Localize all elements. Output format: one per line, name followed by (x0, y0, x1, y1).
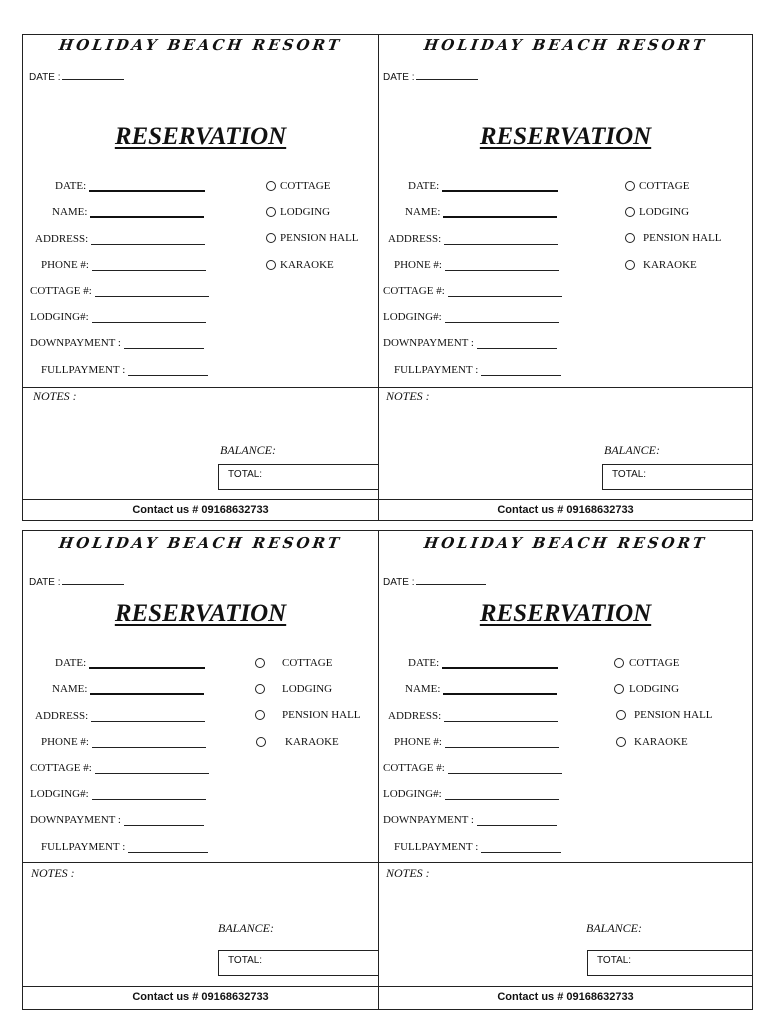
date-field[interactable] (408, 655, 558, 669)
divider (379, 499, 752, 500)
cottage-number-field[interactable] (30, 283, 209, 297)
lodging-number-field[interactable] (383, 786, 559, 800)
notes-label: NOTES : (33, 389, 77, 403)
phone-field[interactable] (41, 257, 206, 271)
radio-circle-icon[interactable] (255, 684, 265, 694)
option-cottage[interactable] (625, 179, 689, 193)
option-label: LODGING (639, 206, 690, 218)
option-label: COTTAGE (280, 180, 331, 192)
reservation-form-top-left (22, 34, 379, 521)
cottage-number-label: COTTAGE #: (30, 285, 92, 297)
contact-text: Contact us # 09168632733 (132, 504, 269, 516)
fullpayment-label: FULLPAYMENT : (394, 841, 479, 853)
option-label: LODGING (282, 683, 333, 695)
phone-label: PHONE #: (41, 736, 89, 748)
form-title: RESERVATION (479, 123, 652, 150)
name-label: NAME: (405, 206, 441, 218)
divider (379, 986, 752, 987)
option-lodging[interactable] (255, 682, 332, 696)
date-field[interactable] (55, 178, 205, 192)
fullpayment-field[interactable] (41, 362, 208, 376)
option-label: KARAOKE (634, 736, 688, 748)
total-label: TOTAL: (228, 469, 263, 480)
fullpayment-label: FULLPAYMENT : (394, 364, 479, 376)
address-field[interactable] (35, 708, 205, 722)
option-lodging[interactable] (614, 682, 679, 696)
radio-circle-icon[interactable] (625, 260, 635, 270)
resort-name: HOLIDAY BEACH RESORT (422, 36, 709, 54)
radio-circle-icon[interactable] (255, 710, 265, 720)
divider (23, 499, 378, 500)
address-field[interactable] (388, 708, 558, 722)
divider (379, 387, 752, 388)
radio-circle-icon[interactable] (266, 233, 276, 243)
divider (23, 986, 378, 987)
cottage-number-field[interactable] (383, 760, 562, 774)
name-field[interactable] (405, 681, 557, 695)
phone-label: PHONE #: (394, 259, 442, 271)
balance-label: BALANCE: (586, 921, 642, 935)
date-label: DATE: (408, 180, 440, 192)
radio-circle-icon[interactable] (266, 181, 276, 191)
fullpayment-field[interactable] (41, 839, 208, 853)
fullpayment-label: FULLPAYMENT : (41, 841, 126, 853)
radio-circle-icon[interactable] (256, 737, 266, 747)
name-field[interactable] (52, 681, 204, 695)
name-label: NAME: (52, 683, 88, 695)
notes-label: NOTES : (386, 389, 430, 403)
downpayment-label: DOWNPAYMENT : (30, 814, 121, 826)
contact-text: Contact us # 09168632733 (132, 991, 269, 1003)
option-karaoke[interactable] (625, 258, 697, 272)
top-date-field[interactable] (29, 71, 124, 83)
top-date-label: DATE : (383, 577, 415, 588)
option-pension-hall[interactable] (625, 231, 722, 245)
address-label: ADDRESS: (388, 233, 442, 245)
radio-circle-icon[interactable] (625, 233, 635, 243)
address-field[interactable] (35, 231, 205, 245)
reservation-form-bottom-left (22, 530, 379, 1010)
date-field[interactable] (55, 655, 205, 669)
address-label: ADDRESS: (35, 233, 89, 245)
downpayment-label: DOWNPAYMENT : (383, 814, 474, 826)
option-cottage[interactable] (255, 656, 332, 670)
total-label: TOTAL: (228, 955, 263, 966)
total-field[interactable] (602, 464, 753, 490)
option-label: PENSION HALL (634, 709, 713, 721)
resort-name: HOLIDAY BEACH RESORT (422, 534, 709, 552)
top-date-field[interactable] (383, 576, 486, 588)
cottage-number-label: COTTAGE #: (30, 762, 92, 774)
downpayment-label: DOWNPAYMENT : (30, 337, 121, 349)
fullpayment-label: FULLPAYMENT : (41, 364, 126, 376)
name-field[interactable] (405, 204, 557, 218)
downpayment-field[interactable] (30, 812, 204, 826)
phone-label: PHONE #: (41, 259, 89, 271)
radio-circle-icon[interactable] (614, 658, 624, 668)
option-pension-hall[interactable] (616, 708, 713, 722)
notes-label: NOTES : (386, 866, 430, 880)
cottage-number-field[interactable] (383, 283, 562, 297)
option-label: PENSION HALL (280, 232, 359, 244)
radio-circle-icon[interactable] (614, 684, 624, 694)
phone-field[interactable] (394, 734, 559, 748)
total-label: TOTAL: (612, 469, 647, 480)
lodging-number-label: LODGING#: (383, 311, 442, 323)
option-pension-hall[interactable] (255, 708, 361, 722)
total-field[interactable] (218, 464, 379, 490)
option-label: COTTAGE (639, 180, 690, 192)
lodging-number-field[interactable] (30, 309, 206, 323)
reservation-form-top-right (378, 34, 753, 521)
top-date-label: DATE : (29, 72, 61, 83)
lodging-number-label: LODGING#: (30, 788, 89, 800)
radio-circle-icon[interactable] (625, 181, 635, 191)
total-field[interactable] (218, 950, 379, 976)
option-label: COTTAGE (282, 657, 333, 669)
total-label: TOTAL: (597, 955, 632, 966)
lodging-number-label: LODGING#: (30, 311, 89, 323)
option-label: PENSION HALL (643, 232, 722, 244)
name-field[interactable] (52, 204, 204, 218)
resort-name: HOLIDAY BEACH RESORT (57, 534, 344, 552)
downpayment-label: DOWNPAYMENT : (383, 337, 474, 349)
date-label: DATE: (55, 657, 87, 669)
option-label: PENSION HALL (282, 709, 361, 721)
option-karaoke[interactable] (266, 258, 334, 272)
fullpayment-field[interactable] (394, 362, 561, 376)
total-field[interactable] (587, 950, 753, 976)
balance-label: BALANCE: (218, 921, 274, 935)
radio-circle-icon[interactable] (255, 658, 265, 668)
notes-label: NOTES : (31, 866, 75, 880)
form-title: RESERVATION (479, 600, 652, 627)
resort-name: HOLIDAY BEACH RESORT (57, 36, 344, 54)
downpayment-field[interactable] (30, 335, 204, 349)
lodging-number-field[interactable] (383, 309, 559, 323)
balance-label: BALANCE: (604, 443, 660, 457)
form-title: RESERVATION (114, 123, 287, 150)
divider (23, 862, 378, 863)
phone-field[interactable] (394, 257, 559, 271)
address-field[interactable] (388, 231, 558, 245)
option-label: LODGING (629, 683, 680, 695)
radio-circle-icon[interactable] (266, 207, 276, 217)
option-lodging[interactable] (625, 205, 689, 219)
date-label: DATE: (55, 180, 87, 192)
option-karaoke[interactable] (616, 735, 688, 749)
downpayment-field[interactable] (383, 812, 557, 826)
top-date-field[interactable] (29, 576, 124, 588)
contact-text: Contact us # 09168632733 (497, 504, 634, 516)
divider (23, 387, 378, 388)
option-pension-hall[interactable] (266, 231, 359, 245)
phone-field[interactable] (41, 734, 206, 748)
option-cottage[interactable] (614, 656, 679, 670)
name-label: NAME: (52, 206, 88, 218)
cottage-number-label: COTTAGE #: (383, 285, 445, 297)
phone-label: PHONE #: (394, 736, 442, 748)
option-karaoke[interactable] (256, 735, 339, 749)
reservation-form-bottom-right (378, 530, 753, 1010)
option-label: KARAOKE (643, 259, 697, 271)
cottage-number-field[interactable] (30, 760, 209, 774)
fullpayment-field[interactable] (394, 839, 561, 853)
divider (379, 862, 752, 863)
top-date-label: DATE : (29, 577, 61, 588)
date-label: DATE: (408, 657, 440, 669)
cottage-number-label: COTTAGE #: (383, 762, 445, 774)
option-label: KARAOKE (285, 736, 339, 748)
radio-circle-icon[interactable] (616, 710, 626, 720)
contact-text: Contact us # 09168632733 (497, 991, 634, 1003)
option-label: COTTAGE (629, 657, 680, 669)
date-field[interactable] (408, 178, 558, 192)
lodging-number-label: LODGING#: (383, 788, 442, 800)
balance-label: BALANCE: (220, 443, 276, 457)
option-label: KARAOKE (280, 259, 334, 271)
address-label: ADDRESS: (388, 710, 442, 722)
address-label: ADDRESS: (35, 710, 89, 722)
radio-circle-icon[interactable] (616, 737, 626, 747)
option-label: LODGING (280, 206, 331, 218)
top-date-label: DATE : (383, 72, 415, 83)
name-label: NAME: (405, 683, 441, 695)
form-title: RESERVATION (114, 600, 287, 627)
downpayment-field[interactable] (383, 335, 557, 349)
option-lodging[interactable] (266, 205, 330, 219)
radio-circle-icon[interactable] (266, 260, 276, 270)
top-date-field[interactable] (383, 71, 478, 83)
option-cottage[interactable] (266, 179, 330, 193)
lodging-number-field[interactable] (30, 786, 206, 800)
radio-circle-icon[interactable] (625, 207, 635, 217)
